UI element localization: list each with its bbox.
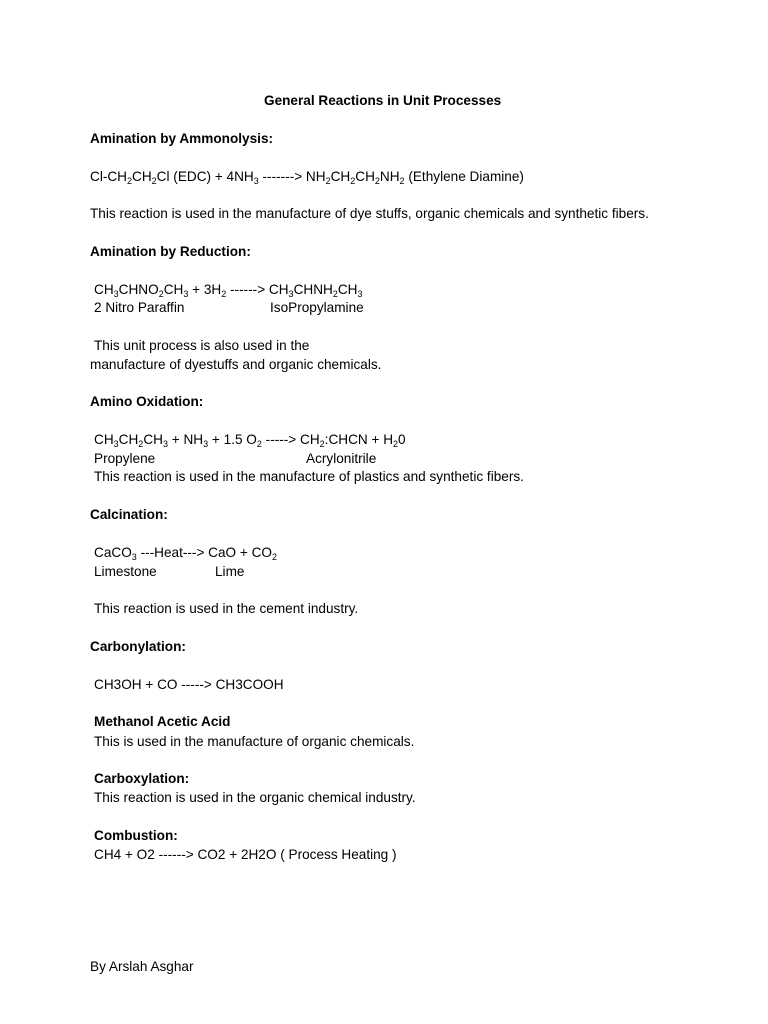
compound-names-carbonylation: Methanol Acetic Acid [94, 714, 231, 729]
equation-amino-oxidation: $CH_3CH_2CH_3 + NH_3 + 1.5$ $O_2$ -----> $CH_2:CHCN + H_20$ [94, 432, 406, 449]
section-heading-carboxylation: Carboxylation: [94, 771, 190, 786]
reactant-name-calcination: Limestone [94, 564, 157, 579]
equation-carbonylation: CH3OH + CO -----> CH3COOH [94, 677, 284, 692]
product-name-amino-oxidation: Acrylonitrile [306, 451, 377, 466]
section-heading-ammonolysis: Amination by Ammonolysis: [90, 131, 274, 146]
page-title: General Reactions in Unit Processes [264, 93, 502, 108]
usage-note-ammonolysis: This reaction is used in the manufacture of dye stuffs, organic chemicals and synthetic fibers. [90, 206, 649, 221]
author-credit: By Arslah Asghar [90, 959, 194, 974]
usage-note-reduction-line2: manufacture of dyestuffs and organic chemicals. [90, 357, 382, 372]
reactant-name-amino-oxidation: Propylene [94, 451, 156, 466]
usage-note-reduction-line1: This unit process is also used in the [94, 338, 310, 353]
section-heading-reduction: Amination by Reduction: [90, 244, 251, 259]
section-heading-amino-oxidation: Amino Oxidation: [90, 394, 204, 409]
product-name-calcination: Lime [215, 564, 245, 579]
equation-combustion: CH4 + O2 ------> CO2 + 2H2O ( Process Heating ) [94, 847, 397, 862]
usage-note-carboxylation: This reaction is used in the organic chemical industry. [94, 790, 416, 805]
reactant-name-reduction: 2 Nitro Paraffin [94, 300, 185, 315]
equation-calcination: CaCO$_3$ ---Heat---> CaO + $CO_2$ [94, 545, 278, 562]
section-heading-calcination: Calcination: [90, 507, 168, 522]
product-name-reduction: IsoPropylamine [270, 300, 364, 315]
equation-ammonolysis: $Cl-CH_2CH_2Cl$ $(EDC) + 4NH_3$ -------> $NH_2CH_2CH_2NH_2$ (Ethylene Diamine) [90, 169, 524, 186]
equation-reduction: $CH_3CHNO_2CH_3 + 3H_2$ ------> $CH_3CHNH_2CH_3$ [94, 282, 363, 299]
usage-note-carbonylation: This is used in the manufacture of organic chemicals. [94, 734, 415, 749]
section-heading-carbonylation: Carbonylation: [90, 639, 186, 654]
usage-note-amino-oxidation: This reaction is used in the manufacture of plastics and synthetic fibers. [94, 469, 524, 484]
usage-note-calcination: This reaction is used in the cement industry. [94, 601, 359, 616]
section-heading-combustion: Combustion: [94, 828, 178, 843]
